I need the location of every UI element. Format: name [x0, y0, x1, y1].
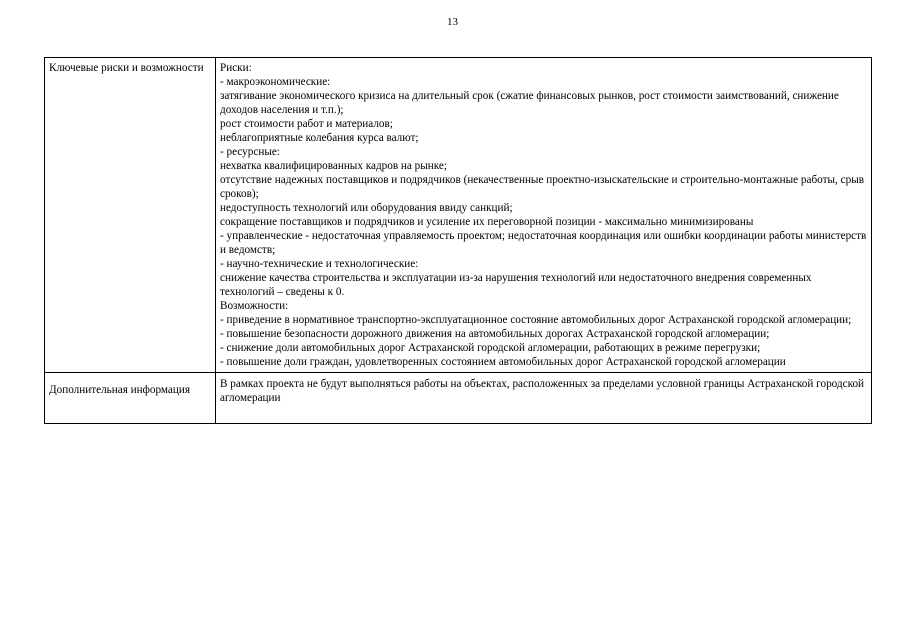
content-line: - приведение в нормативное транспортно-эксплуатационное состояние автомобильных дорог Астраханской городской агломерации; — [220, 314, 852, 326]
content-line: - макроэкономические: — [220, 76, 331, 88]
content-line: рост стоимости работ и материалов; — [220, 118, 393, 130]
row-label-risks: Ключевые риски и возможности — [45, 58, 216, 373]
content-line: снижение качества строительства и эксплуатации из-за нарушения технологий или недостаточного внедрения современных технологий – сведены к 0. — [220, 272, 812, 298]
content-line: - научно-технические и технологические: — [220, 258, 419, 270]
row-content-risks — [216, 58, 872, 373]
content-line: - повышение безопасности дорожного движения на автомобильных дорогах Астраханской городской агломерации; — [220, 328, 770, 340]
content-line: Риски: — [220, 62, 252, 74]
content-line: - управленческие - недостаточная управляемость проектом; недостаточная координация или ошибки координации работы министерств и ведомств; — [220, 230, 867, 256]
content-line: недоступность технологий или оборудования ввиду санкций; — [220, 202, 513, 214]
content-line: Возможности: — [220, 300, 289, 312]
content-line: - снижение доли автомобильных дорог Астраханской городской агломерации, работающих в режиме перегрузки; — [220, 342, 761, 354]
content-line: затягивание экономического кризиса на длительный срок (сжатие финансовых рынков, рост стоимости заимствований, снижение доходов населения и т.п.); — [220, 90, 839, 116]
content-line: нехватка квалифицированных кадров на рынке; — [220, 160, 447, 172]
row-label-additional-info: Дополнительная информация — [45, 373, 216, 424]
passport-table — [44, 57, 872, 424]
table-row-risks — [45, 58, 872, 373]
row-content-additional-info — [216, 373, 872, 424]
content-line: - повышение доли граждан, удовлетворенных состоянием автомобильных дорог Астраханской городской агломерации — [220, 356, 786, 368]
page-number: 13 — [447, 16, 458, 28]
content-line: В рамках проекта не будут выполняться работы на объектах, расположенных за пределами условной границы Астраханской городской агломерации — [220, 378, 865, 404]
table-row-additional-info — [45, 373, 872, 424]
content-line: неблагоприятные колебания курса валют; — [220, 132, 419, 144]
content-line: сокращение поставщиков и подрядчиков и усиление их переговорной позиции - максимально минимизированы — [220, 216, 754, 228]
content-line: - ресурсные: — [220, 146, 280, 158]
content-line: отсутствие надежных поставщиков и подрядчиков (некачественные проектно-изыскательские и строительно-монтажные работы, срыв сроков); — [220, 174, 864, 200]
